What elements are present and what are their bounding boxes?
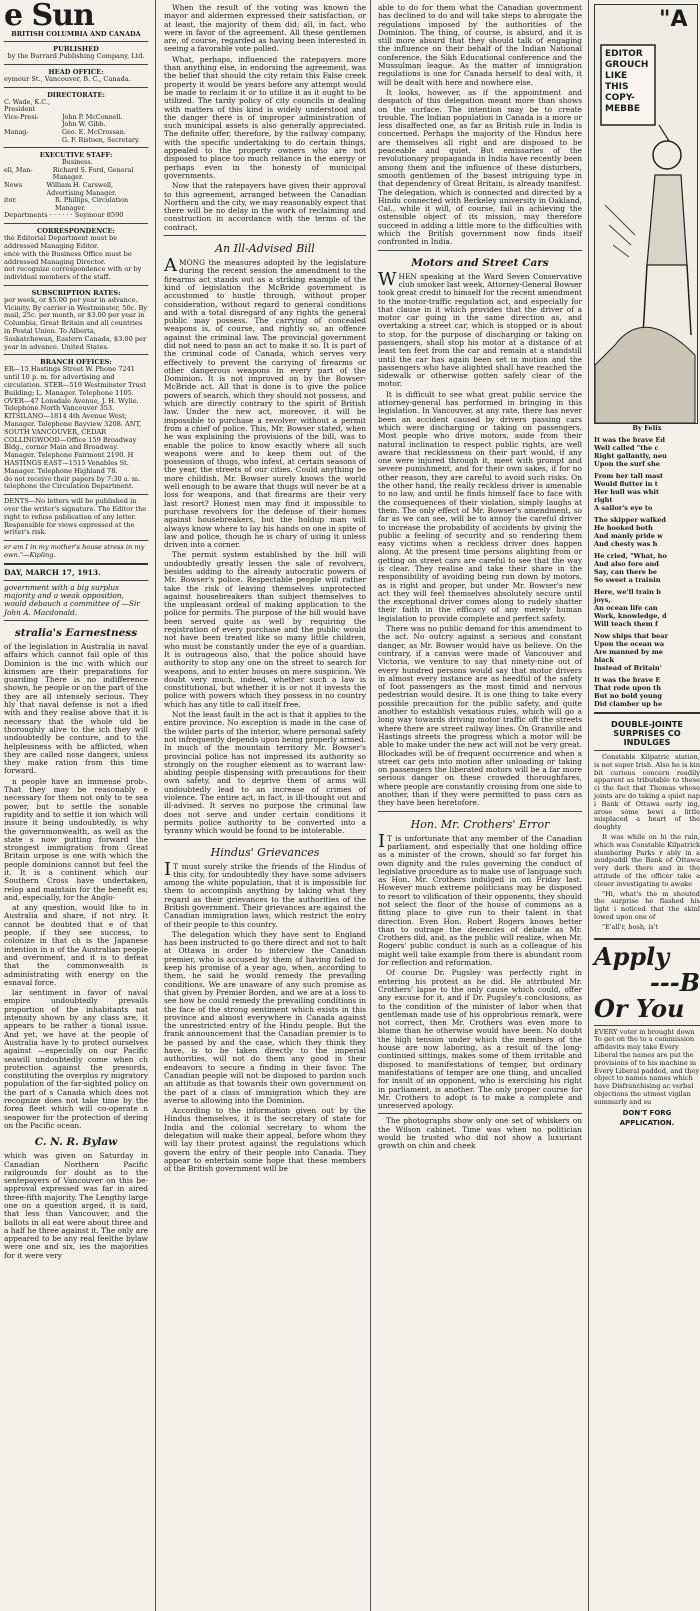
ill-advised-headline: An Ill-Advised Bill bbox=[215, 242, 315, 256]
cnr-continued-paragraph: When the result of the voting was known the mayor and aldermen expressed their satisfaction, or at least, the majority of them did; all, in fact, who were in favor of the agreement. All these gentlemen are, of course, regarded as having been interested in seeing a favorable vote polled. bbox=[164, 3, 366, 54]
hindus-headline: Hindus' Grievances bbox=[210, 845, 320, 859]
cartoon-caption-line: MEBBE bbox=[605, 104, 640, 114]
poem-line: Now ships that bear bbox=[594, 632, 669, 640]
ill-advised-paragraph: The permit system established by the bill will undoubtedly greatly lessen the sale of revolvers, besides adding to the already autocratic powers of Mr. Bowser's police. Respectable people will rather take the risk of leaving themselves unprotected against housebreakers than subject themselves to the unpleasant ordeal of making application to the police for permits. The purpose of the bill would have been served quite as well by requiring the registration of every purchase and the public would not have been treated like so many little children, who must be constantly under the eye of a guardian. It is outrageous also, that the police should have authority to stop any one on the street to search for weapons, and to enter houses on mere suspicion. We doubt very much, indeed, whether such a law is constitutional, but whether it is or not it invests the police with powers which they possess in no country which has any title to call itself free. bbox=[164, 550, 366, 709]
poem-line: black bbox=[594, 656, 614, 664]
poem-line: Right gallantly, neu bbox=[594, 452, 667, 460]
cartoon-legs bbox=[643, 265, 691, 335]
crothers-paragraph: IT is unfortunate that any member of the Canadian parliament, and especially that one holding office as a minister of the crown, should so far forget his own dignity and the rules governing the conduct of legislative procedure as to make use of language such as Hon. Mr. Crothers indulged in on Friday last. However much extreme politicians may be disposed to resort to vilification of their opponents, they should not select the floor of the house of commons as a fitting place to give run to their talent in that direction. Even Hon. Robert Rogers knows better than to outrage the decencies of debate as Mr. Crothers did, and, as the public will realize, when Mr. Rogers' public conduct is such as a colleague of his might well take example from there is abundant room for reflection and reformation. bbox=[378, 830, 582, 968]
poem bbox=[594, 436, 700, 708]
whiskers-paragraph: The photographs show only one set of whiskers on the Wilson cabinet. Time was when no politician would be trusted who did not show a luxuriant growth on chin and cheek bbox=[378, 1116, 582, 1151]
cnr-continued-paragraph: What, perhaps, influenced the ratepayers more than anything else, in endorsing the agreement, was the belief that should the city retain this False creek property it would be years before any attempt would be made to reclaim it or to utilize it as it ought to be utilized. The tardy policy of city councils in dealing with matters of this kind is widely understood and the danger there is of improper administration of such municipal assets is also generally appreciated. The definite offer, therefore, by the railway company, with the specific undertaking to do certain things, appealed to the property owners who are not disposed to place too much reliance in the energy or perhaps even in the honesty of municipal governments. bbox=[164, 54, 366, 180]
directorate-label: DIRECTORATE: bbox=[47, 90, 105, 99]
cartoon-caption-line: THIS bbox=[605, 82, 629, 92]
head-office: eymour St., Vancouver, B. C., Canada. bbox=[4, 74, 131, 83]
ad-footer: APPLICATION. bbox=[619, 1118, 675, 1127]
cartoon-caption-line: GROUCH bbox=[605, 60, 649, 70]
column-masthead bbox=[0, 0, 152, 1611]
column-editorials-1 bbox=[158, 0, 370, 1611]
branches-note: do not receive their papers by 7:30 a. m. telephone the Circulation Department. bbox=[4, 474, 141, 491]
column-editorials-2 bbox=[372, 0, 586, 1611]
hindus-paragraph: According to the information given out by the Hindus themselves, it is the secretary of state for India and the colonial secretary to whom the delegation will make their appeal, before whom they will lay their protest against the regulations which govern the entry of their people into Canada. They appear to entertain some hope that these members of the British government will be bbox=[164, 1106, 366, 1174]
cartoon-caption-line: COPY- bbox=[605, 93, 635, 103]
executive-row: Business. bbox=[62, 158, 93, 167]
australia-paragraph: lar sentiment in favor of naval empire undoubtedly prevails proportion of the inhabitants nat intensity shown by any class are, it appears to be rather a tional issue. And yet, we have at the people of Australia have ly to protect ourselves against —especially on our Pacific seawill undoubtedly come when ch protection against the presords, constituting the overplus ry migratory population of the far-sighted policy on the part of s Canada which does not recognize does not take time by the forea fleet which will co-operate n seapower for the protection of dering on the Pacific ocean. bbox=[4, 988, 148, 1130]
cnr-paragraph: which was given on Saturday in Canadian Northern Pacific railgrounds for doubt as to the sentepayers of Vancouver on this be-approval expressed was far in aired three-fifth majority. The Lengthy large one on a question arged, it is said, that less than Vancouver, and the ballots in all eat were about three and a half he three against it. The only are appeared to be any real feelthe bylaw were one and six, ies the majorities for it were very bbox=[4, 1151, 149, 1260]
poem-line: Did clamber up he bbox=[594, 700, 663, 708]
executive-row: ell, Man- Richard S. Ford, General Manager. bbox=[4, 165, 134, 182]
editorial-cartoon bbox=[594, 4, 698, 424]
correspondence-line: ence with the Business Office must be addressed Managing Director. bbox=[4, 249, 132, 266]
double-jointed-paragraph: "E'all'r, bosh, is't bbox=[602, 922, 659, 931]
ad-headline: ---B bbox=[649, 967, 700, 997]
poem-line: An ocean life can bbox=[594, 604, 658, 612]
poem-line: Her hull was whit bbox=[594, 488, 660, 496]
cartoon-head bbox=[653, 141, 681, 169]
poem-byline: By Felix bbox=[632, 424, 662, 432]
ill-advised-paragraph: AMONG the measures adopted by the legislature during the recent session the amendment to the firearms act stands out as a striking example of the kind of legislation the McBride government is accustomed to hustle through, without proper consideration, without regard to general conditions and with a total disregard of any rights the general public may possess. The carrying of concealed weapons is, of course, and rightly so, an offence against the criminal law. The provincial government did not need to pass an act to make it so. It is part of the criminal code of Canada, which serves very effectively to prevent the carrying of firearms or other dangerous weapons in every part of the Dominion. It is not improved on by the Bowser-McBride act. All that is done is to give the police powers of search, which they should not possess, and which are directly contrary to the spirit of British law. Under the new act, moreover, it will be impossible to purchase a revolver without a permit from a chief of police. This, Mr. Bowser stated, when he was explaining the provisions of the bill, was to enable the police to know exactly where all such weapons were and to keep them out of the possession of thugs, who infest, at certain seasons of the year, the streets of our cities. Could anything be more childish. Mr. Bowser surely knows the world well enough to be aware that thugs will never be at a loss for weapons, and that firearms are their very last resort? Honest men may find it impossible to purchase revolvers for the defense of their homes against housebreakers, but the holdup man will always know where to lay his hands on one in spite of law and police, though he is chary of using it unless driven into a corner. bbox=[164, 255, 366, 550]
column-rule bbox=[155, 0, 156, 1611]
motors-paragraph: WHEN speaking at the Ward Seven Conservative club smoker last week, Attorney-General Bowser took great credit to himself for the recent amendment to the motor-traffic regulation act, and especially for that clause in it which provides that the driver of a motor car going in the same direction as, and overtaking a street car, which is stopped or is about to stop, for the purpose of discharging or taking on passengers, shall stop his motor at a distance of at least ten feet from the car and remain at a standstill until the car has again been set in motion and the passengers who have alighted shall have reached the sidewalk or otherwise gotten safely clear of the motor. bbox=[378, 268, 582, 389]
ad-headline: Apply bbox=[594, 941, 670, 971]
letters-notice: DENTS—No letters will be published in over the writer's signature. The Editor the right to refuse publication of any letter. Responsible for views expressed at the writer's risk. bbox=[4, 497, 147, 537]
cnr-continued-paragraph: Now that the ratepayers have given their approval to this agreement, arranged between the Canadian Northern and the city, we may reasonably expect that there will be no delay in the work of reclaiming and construction in accordance with the terms of the contract. bbox=[164, 181, 366, 232]
ill-advised-paragraph: Not the least fault in the act is that it applies to the entire province. No exception is made in the case of the wilder parts of the interior, where personal safety not infrequently depends upon being properly armed. In much of the mountain territory Mr. Bowser's provincial police has not impressed its authority so strongly on the rougher element as to warrant law-abiding people dispensing with precautions for their own safety, and to deprive them of arms will undoubtedly lead to an increase of crimes of violence. The entire act, in fact, is ill-thought out and ill-advised. It serves no purpose the criminal law does not serve and under certain conditions it permits police authority to be converted into a tyranny which would be found to be intolerable. bbox=[164, 710, 366, 836]
correspondence-line: the Editorial Department must be addressed Managing Editor. bbox=[4, 234, 118, 250]
ad-headline: Or You bbox=[594, 993, 685, 1023]
directorate-row: Manag- Geo. E. McCrossan. bbox=[4, 127, 126, 136]
ad-body: EVERY voter in brought down To get on the to a commission affidavits may take Every Liberal the names are put the provisions of to his machine m Every Liberal padded, and they object to names names which have Disfranchising ac verbal objections the utmost vigilan summarly and su bbox=[594, 1027, 700, 1106]
cartoon-label-a: "A bbox=[659, 7, 688, 32]
poem-line: So sweet a trainin bbox=[594, 576, 661, 584]
subscription-text: per week, or $5.00 per year in advance. Vicinity. By carrier in Westminster, 50c. By mail, 25c. per month, or $3.00 per year in Columbia, Great Britain and all countries in Postal Union. To Alberta, Saskatchewan, Eastern Canada, $3.00 per year in advance. United States. bbox=[4, 295, 148, 351]
motto: er am I in my mother's house stress in my own."—Kipling. bbox=[4, 543, 145, 559]
australia-headline: stralia's Earnestness bbox=[14, 626, 138, 639]
crothers-paragraph: Of course Dr. Pugsley was perfectly right in entering his protest as he did. He attributed Mr. Crothers' lapse to the only cause which could, offer any excuse for it, and if Dr. Pugsley's conclusions, as to the condition of the minister of labor when that gentleman made use of his opprobrious remark, were not correct, then Mr. Crothers was even more to blame than he otherwise would have been. No doubt the high tension under which the members of the house are now laboring, as a result of the long-continued sittings, makes some of them irritable and disposed to manifestations of temper, but ordinary manifestations of temper are one thing, and uncalled for insult of an opponent, who is exercising his right in parliament, is another. The only proper course for Mr. Crothers to adopt is to make a complete and unreserved apology. bbox=[378, 968, 582, 1111]
cartoon-caption-line: EDITOR bbox=[605, 49, 643, 59]
correspondence-label: CORRESPONDENCE: bbox=[37, 227, 115, 236]
subscription-label: SUBSCRIPTION RATES: bbox=[31, 288, 121, 297]
executive-row: itor. R. Phillips, Circulation Manager. bbox=[4, 196, 129, 212]
poem-line: And manly pride w bbox=[594, 532, 663, 540]
double-jointed-paragraph: It was while on hi the rain, which was Constable Kilpatrick slumbering Parks r ably in a mudpuddl the Bank of Ottawa very dark there and in the attitude of the officer take a closer investigating to awake bbox=[594, 832, 700, 888]
poem-line: Upon the ocean wa bbox=[594, 640, 665, 648]
poem-line: Here, we'll train b bbox=[594, 588, 661, 596]
poem-line: A sailor's eye to bbox=[594, 504, 653, 512]
poem-line: right bbox=[594, 496, 613, 504]
cartoon-caption-line: LIKE bbox=[605, 71, 628, 81]
crothers-headline: Hon. Mr. Crothers' Error bbox=[410, 817, 550, 831]
correspondence-line: not recognize correspondence with or by individual members of the staff. bbox=[4, 265, 142, 282]
poem-line: And also fore and bbox=[594, 560, 659, 568]
departments-phone: Departments · · · · · · Seymour 8590 bbox=[4, 211, 124, 220]
poem-line: Are manned by me bbox=[594, 648, 663, 656]
poem-line: But no bold young bbox=[594, 692, 663, 700]
directorate-row: Vice-Presi- John P. McConnell. bbox=[4, 112, 123, 121]
poem-line: Would flutter in t bbox=[594, 480, 658, 488]
directorate-row: G. F. Ristoen, Secretary. bbox=[62, 135, 140, 144]
dateline: DAY, MARCH 17, 1913. bbox=[4, 567, 101, 577]
directorate-list bbox=[4, 99, 148, 145]
masthead-title: e Sun bbox=[4, 0, 94, 33]
branches-label: BRANCH OFFICES: bbox=[40, 358, 112, 367]
executive-list bbox=[4, 159, 148, 212]
publisher: by the Burrard Publishing Company, Ltd. bbox=[7, 52, 145, 60]
motors-paragraph: There was no public demand for this amendment to the act. No outcry against a serious and constant danger, as Mr. Bowser would have us believe. On the contrary, if a canvas were made of Vancouver and Victoria, we venture to say that ninety-nine out of every hundred persons would say that motor drivers in almost every instance are as heedful of the safety of foot passengers as the most timid and nervous pedestrian would desire. It is one thing to take every possible precaution for the public safety, and quite another to establish vexatious rules, which will go a long way towards driving motor traffic off the streets where there are street railway lines. On Granville and Hastings streets the progress which a motor will be able to make under the new act will not be very great. Blockades will be of frequent occurrence and when a street car gets into motion after unloading or taking on passengers the liberated motors will be a far more serious danger on these crowded thoroughfares, where people are constantly crossing from one side to another, than if they were permitted to pass cars as they have been heretofore. bbox=[378, 624, 582, 808]
poem-line: Work, knowledge, d bbox=[594, 612, 667, 620]
australia-paragraph: at any question, would like to in Australia and share, if not ntry. It cannot be doubted that e of that people, if they see success, to colonize in that ch is the Japanese intention in n of the Australian people and overnment, and it is to defeat that the commonwealth is administrating with energy on the esnaval force. bbox=[4, 903, 148, 987]
cartoon-body bbox=[647, 175, 687, 265]
poem-line: Will teach them f bbox=[594, 620, 658, 628]
poem-line: Upon the surf she bbox=[594, 460, 660, 468]
poem-line: Instead of Britain' bbox=[594, 664, 662, 672]
poem-line: Say, can there be bbox=[594, 568, 658, 576]
published-label: PUBLISHED bbox=[53, 45, 99, 53]
motors-paragraph: It is difficult to see what great public service the attorney-general has performed in bringing in this legislation. In Vancouver, at any rate, there has never been an accident caused by drivers passing cars which were discharging or taking on passengers. Most people who drive motors, aside from their natural inclination to respect public rights, are well aware that recklessness on their part would, if any one were injured through it, meet with prompt and severe punishment, and for their own sakes, if for no other reason, they are careful to avoid such risks. On the other hand, the really reckless driver is amenable to no law, and until he finds himself face to face with the consequences of their violation, simply laughs at them. The only effect of Mr. Bowser's amendment, so far as we can see, will be to annoy the careful driver to increase the probability of accidents by giving the public a feeling of security and so rendering them easy victims when a reckless driver does happen along. At the present time persons alighting from or getting on street cars are careful to see that the way is clear. They realise and take their share in the responsibility of avoiding being run down by motors, as is right and proper, but under Mr. Bowser's new act they will feel themselves absolutely secure until the exceptional driver comes along to rudely shatter their faith in the efficacy of any merely human legislation to provide complete and perfect safety. bbox=[378, 389, 582, 623]
double-jointed-paragraph: "Hi, what's the m shouted the surprise he flashed his light i noticed that the skinl lowed upon one of bbox=[594, 889, 700, 921]
hindus-continued-paragraph: able to do for them what the Canadian government has declined to do and will take steps to abrogate the regulations imposed by the authorities of the Dominion. The thing, of course, is absurd, and it is still more absurd that they should talk of engaging the influence on their behalf of the Indian National conference, the Sikh Educational conference and the Mussulman league. As the matter of immigration regulations is one for Canada herself to deal with, it will be dealt with here and nowhere else. bbox=[378, 3, 582, 87]
poem-line: It was the brave Ed bbox=[594, 436, 666, 444]
australia-paragraph: of the legislation in Australia in naval affairs which cannot fail ople of this Dominion is the inc with which our kinsmen are their preparations for guarding There is no indifference shown, he people or on the part of the they are all intensely serious. They hly that naval defense is not a ified with and they realise above that it is necessary that the whole uld be thoroughly alive to the ich they will undoubtedly be conture, and to the helplessness with be afflicted, when they are called nose dangers, unless they make ration from this time forward. bbox=[4, 641, 148, 776]
executive-label: EXECUTIVE STAFF: bbox=[39, 151, 113, 160]
head-office-label: HEAD OFFICE: bbox=[48, 67, 104, 76]
poem-line: It was the brave E bbox=[594, 676, 661, 684]
branches-text: ER—15 Hastings Street W. Phone 7241 until 10 p. m. for advertising and circulation. STER—519 Westminster Trust Building; L. Manager. Telephone 1105. OVER—47 Lonsdale Avenue, J. H. Wylie. Telephone North Vancouver 353. KITSILANO—1814 4th Avenue West; Manager. Telephone Bayview 3208. ANT, SOUTH VANCOUVER, CEDAR COLLINGWOOD—Office 159 Broadway Bldg., corner Main and Broadway. Manager. Telephone Fairmont 2190. H HASTINGS EAST—1515 Venables St. Manager. Telephone Highland 78. bbox=[4, 365, 146, 475]
double-jointed-headline: DOUBLE-JOINTE SURPRISES CO INDULGES bbox=[611, 719, 683, 747]
hindus-paragraph: The delegation which they have sent to England has been instructed to go there direct and not to halt at Ottawa in order to interview the Canadian premier, who is accused by them of having failed to keep his promise of a year ago, when, according to them, he said he would remedy the prevailing conditions. We are unaware of any such promise as that given by Premier Borden, and we are at a loss to see how he could remedy the prevailing conditions in the face of the strong sentiment which exists in this province and almost everywhere in Canada against the unrestricted entry of the Hindu people. But the frank announcement that the Canadian premier is to be passed by and the case, which they think they have, is to be taken directly to the imperial authorities, will not do them any good in their endeavors to secure a finding in their favor. The Canadian people will not be disposed to pardon such an attitude as that towards their own government on the part of a class of immigration which they are averse to allowing into the Dominion. bbox=[164, 929, 366, 1105]
directorate-row: John W. Gibb. bbox=[62, 120, 106, 129]
double-jointed-paragraph: Constable Kilpatric station, is not super Irish. Also he is kin bit curious concern readily apparent as tributable to these ci the fact that Thomas whose joints are do taking a quiet nap i Bank of Ottawa early ing, arose some bewi a little misplaced a heart of the doughty bbox=[594, 753, 700, 832]
leader-quote: government with a big surplus majority and a weak opposition, would debauch a committee of —Sir John A. Macdonald. bbox=[4, 582, 140, 617]
executive-row: News William H. Carswell, Advertising Manager. bbox=[4, 180, 117, 197]
cnr-headline: C. N. R. Bylaw bbox=[34, 1136, 118, 1149]
poem-line: He hooked both bbox=[594, 524, 653, 532]
poem-line: Well called "the c bbox=[594, 444, 659, 452]
poem-line: From her tall mast bbox=[594, 472, 664, 480]
cartoon-ground bbox=[595, 327, 695, 423]
motors-headline: Motors and Street Cars bbox=[411, 256, 549, 269]
poem-line: That rode upon th bbox=[594, 684, 662, 692]
poem-line: joys, bbox=[594, 596, 611, 604]
ad-footer: DON'T FORG bbox=[622, 1108, 672, 1117]
poem-line: The skipper walked bbox=[594, 516, 666, 524]
column-rule bbox=[370, 0, 371, 1611]
column-rule bbox=[588, 0, 589, 1611]
apply-advertisement bbox=[594, 938, 700, 1127]
cartoon-pointer bbox=[659, 125, 669, 141]
poem-line: He cried, "What, ho bbox=[594, 552, 667, 560]
hindus-continued-paragraph: It looks, however, as if the appointment and despatch of this delegation meant more than shows on the surface. The intention may be to create trouble. The Indian population in Canada is a more or less disaffected one, as far as British rule in India is concerned. Perhaps the majority of the Hindus here are themselves all right and are disposed to be peaceable and quiet. But emissaries of the revolutionary propaganda in India have recently been among them and the influence of these disturbers, smooth gentlemen of the basest intriguing type in that dependency of Great Britain, is already manifest. The delegation, which is connected and directed by a Hindu connected with Berkeley university in Oakland, Cal., while it will, of course, fail in achieving the ostensible object of its mission, may therefore succeed in adding a little more to the difficulties with which the British government now finds itself confronted in India. bbox=[378, 87, 582, 247]
hindus-paragraph: IT must surely strike the friends of the Hindus of this city, for undoubtedly they have some advisers among the white population, that it is impossible for them to accomplish anything by taking what they regard as their grievances to the authorities of the British government. Their grievances are against the Canadian immigration laws, which restrict the entry of their people to this country. bbox=[164, 858, 366, 929]
cartoon-hatching bbox=[605, 205, 635, 257]
column-features bbox=[590, 0, 700, 1611]
poem-line: And chesty was h bbox=[594, 540, 658, 548]
australia-paragraph: n people have an immense prob-. That they may be reasonably e necessary for them not only to te sea power, but to settle the sonable rapidity and to settle it ion which will insure it being undoubtedly, is why the governmonwealth, as well as the state s now putting forward the strongest immigration from Great Britain urpose is one with which the people dominions cannot but feel the it. It is a continent which our Southern Cross have undertaken, relop and maintain for the benefit es; and, especially, for the Anglo- bbox=[4, 776, 148, 902]
masthead-subtitle: BRITISH COLUMBIA AND CANADA bbox=[11, 30, 141, 38]
directorate-row: C. Wade, K.C., President bbox=[4, 97, 51, 114]
